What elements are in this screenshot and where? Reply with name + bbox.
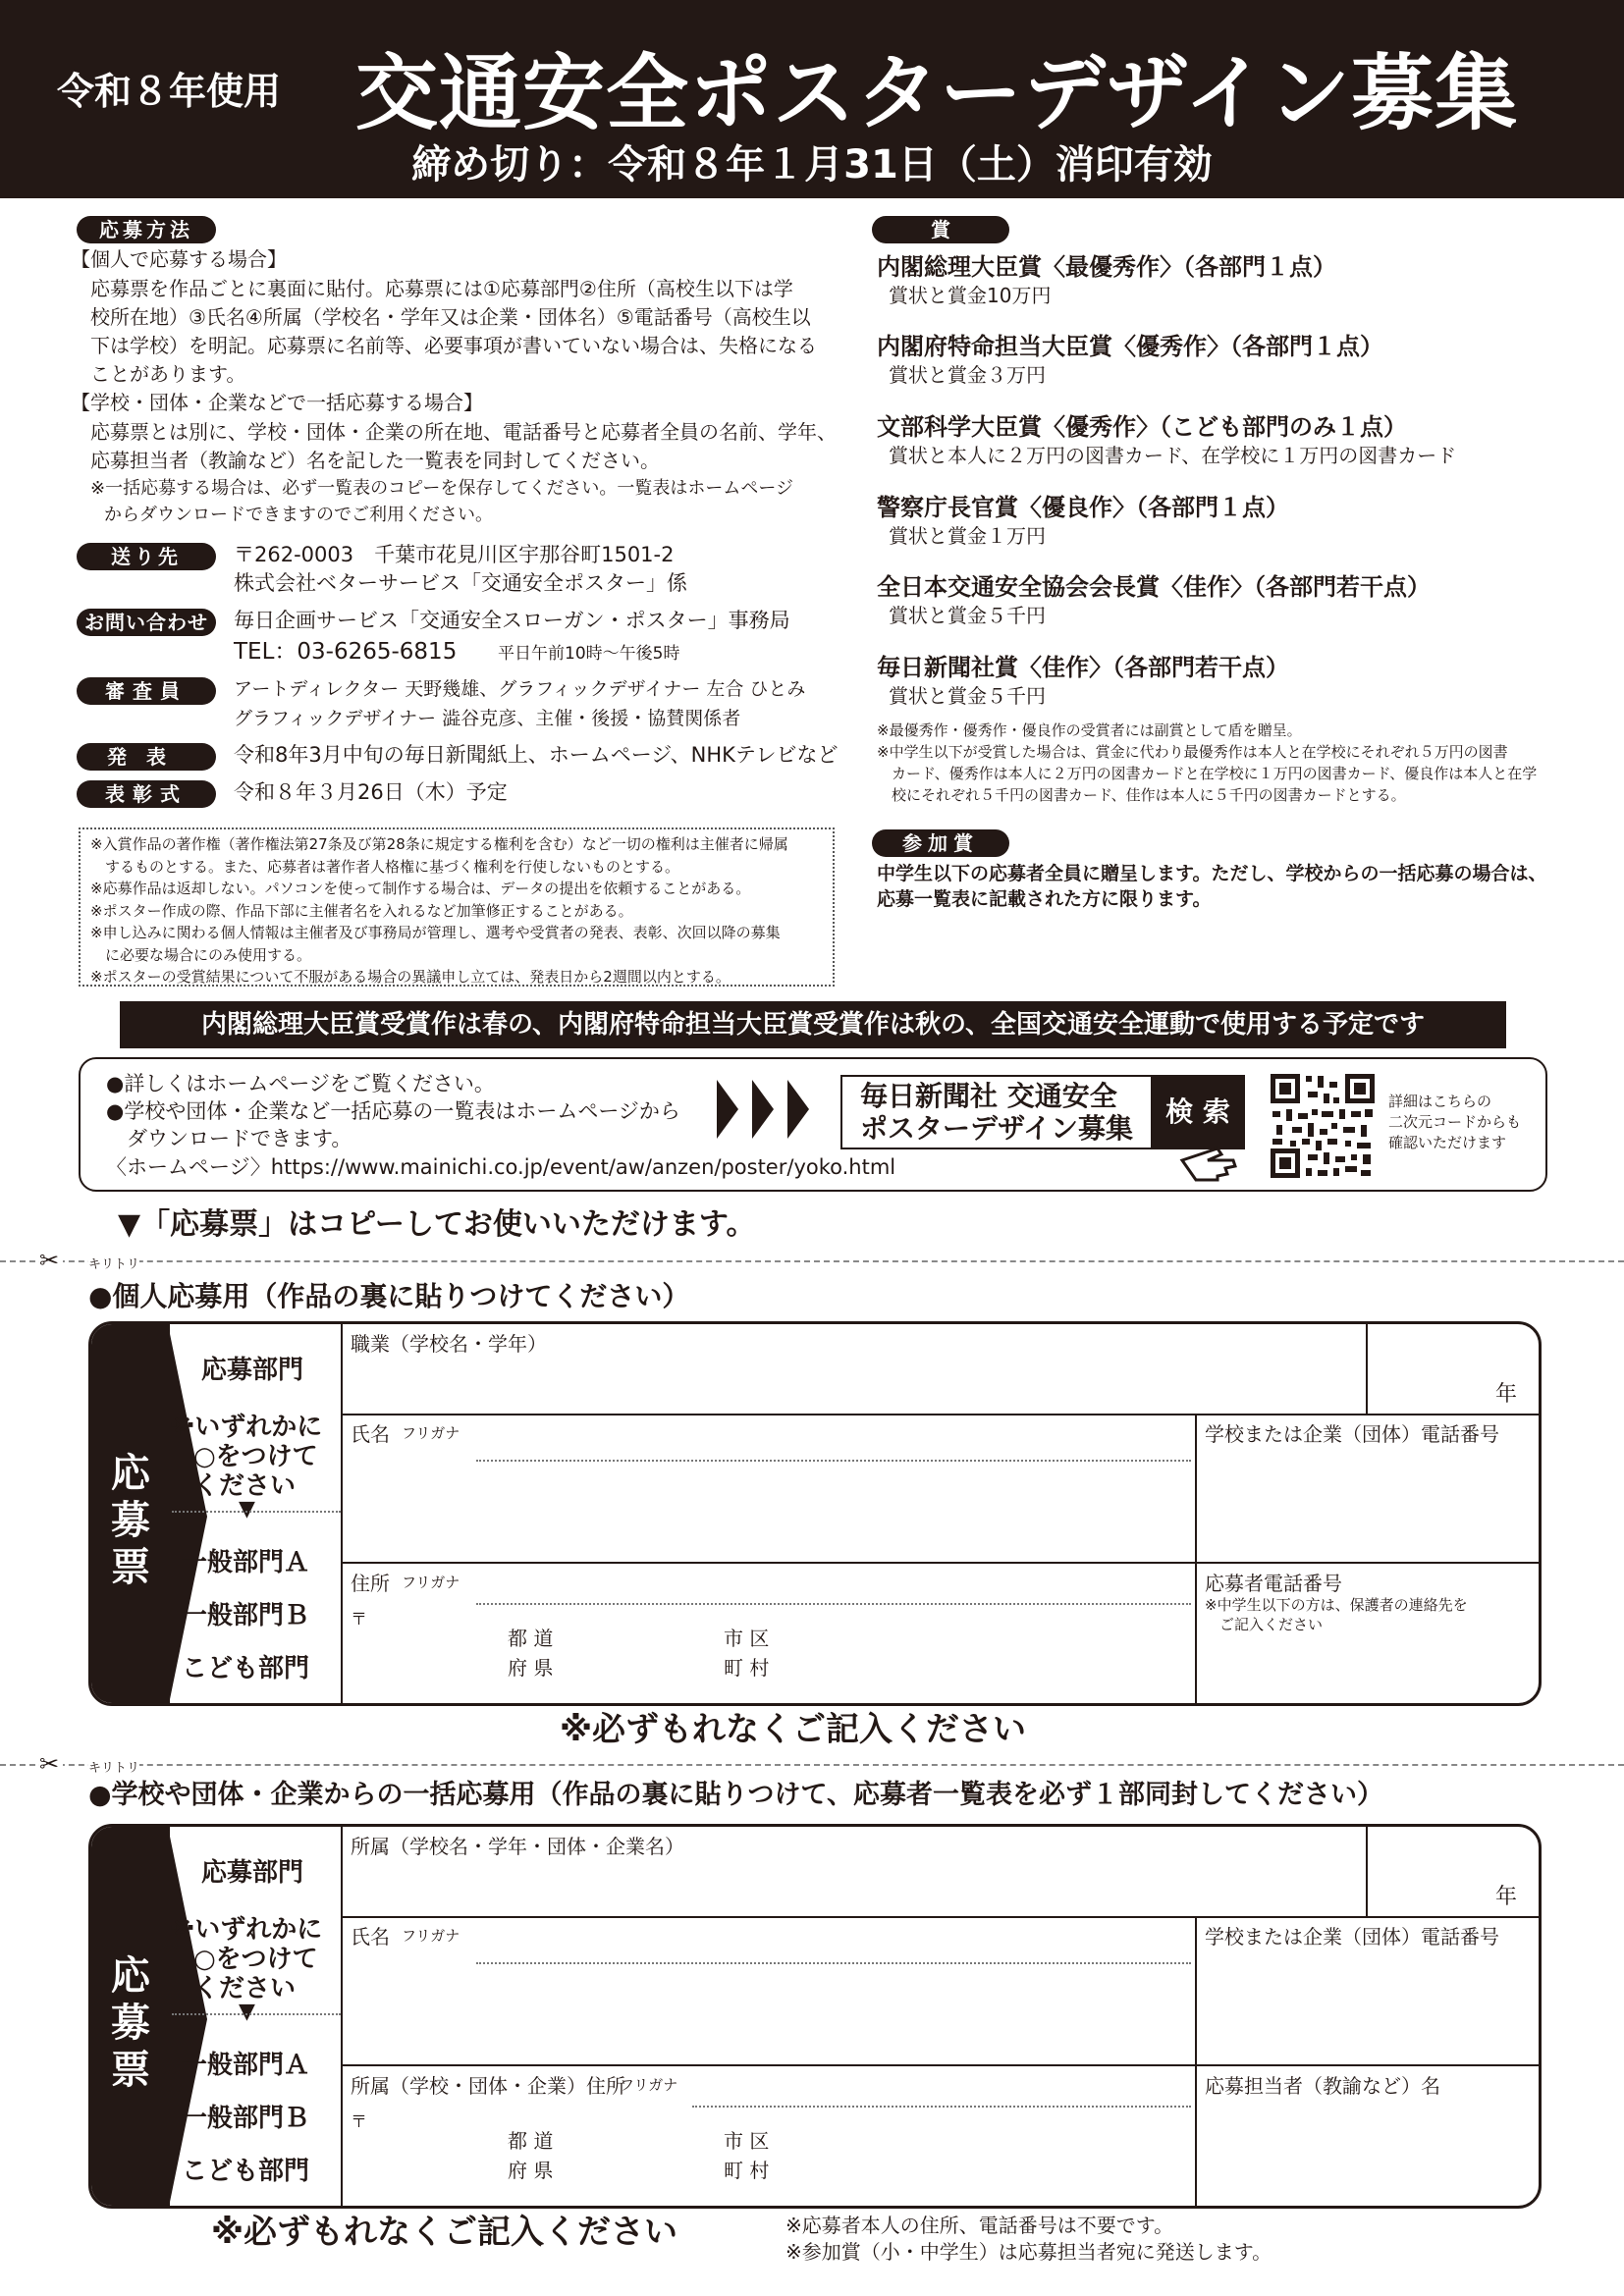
pref-label: 府 県 xyxy=(508,1656,554,1680)
group-line: 応募担当者（教諭など）名を記した一覧表を同封してください。 xyxy=(90,449,660,472)
dept-instruction: ください xyxy=(193,1471,297,1501)
year-label: 年 xyxy=(1495,1382,1518,1407)
send-address: 〒262-0003 千葉市花見川区宇那谷町1501-2 xyxy=(234,543,675,566)
school-phone-field[interactable]: 学校または企業（団体）電話番号 xyxy=(1205,1422,1499,1446)
form2-kanji: 応 xyxy=(111,1953,150,1999)
name-field[interactable]: 氏名 xyxy=(351,1422,390,1446)
prize-desc: 賞状と賞金10万円 xyxy=(889,284,1052,307)
individual-line: 下は学校）を明記。応募票に名前等、必要事項が書いていない場合は、失格になる xyxy=(90,334,817,357)
search-button[interactable]: 検 索 xyxy=(1151,1075,1245,1149)
form2-kanji: 募 xyxy=(111,2001,150,2046)
occupation-field[interactable]: 職業（学校名・学年） xyxy=(351,1332,547,1356)
cut-line xyxy=(0,1260,1624,1262)
prize-title: 毎日新聞社賞〈佳作〉（各部門若干点） xyxy=(877,654,1289,681)
usage-plan-banner: 内閣総理大臣賞受賞作は春の、内閣府特命担当大臣賞受賞作は秋の、全国交通安全運動で使用する予定です xyxy=(120,1001,1506,1048)
judges-line: アートディレクター 天野幾雄、グラフィックデザイナー 左合 ひとみ xyxy=(234,678,806,700)
prize-title: 内閣総理大臣賞〈最優秀作〉（各部門１点） xyxy=(877,253,1336,281)
note-line: ※入賞作品の著作権（著作権法第27条及び第28条に規定する権利を含む）など一切の権利は主催者に帰属 xyxy=(90,835,788,853)
form1-kanji: 応 xyxy=(111,1451,150,1496)
info-line: ●詳しくはホームページをご覧ください。 xyxy=(106,1072,495,1095)
notes-box xyxy=(79,828,835,987)
deadline: 締め切り：令和８年１月31日（土）消印有効 xyxy=(411,142,1213,187)
send-label: 送り先 xyxy=(77,543,216,570)
copy-note: ▼「応募票」はコピーしてお使いいただけます。 xyxy=(118,1207,756,1242)
qr-note: 確認いただけます xyxy=(1388,1134,1507,1151)
contact-label: お問い合わせ xyxy=(77,609,216,636)
prize-desc: 賞状と本人に２万円の図書カード、在学校に１万円の図書カード xyxy=(889,444,1457,467)
year-label: 年 xyxy=(1495,1885,1518,1909)
judges-line: グラフィックデザイナー 澁谷克彦、主催・後援・協賛関係者 xyxy=(234,708,741,729)
city-label: 市 区 xyxy=(724,2129,770,2153)
individual-line: ことがあります。 xyxy=(90,362,246,386)
dept-option-a[interactable]: 一般部門Ａ xyxy=(182,1548,310,1577)
participation-label: 参加賞 xyxy=(872,829,1009,857)
ceremony-text: 令和８年３月26日（木）予定 xyxy=(234,780,508,804)
contact-tel: TEL：03-6265-6815 xyxy=(234,639,458,665)
prize-note: 校にそれぞれ５千円の図書カード、佳作は本人に５千円の図書カードとする。 xyxy=(877,786,1406,804)
homepage-url[interactable]: 〈ホームページ〉https://www.mainichi.co.jp/event/aw/anzen/poster/yoko.html xyxy=(106,1155,896,1179)
dept-option-a[interactable]: 一般部門Ａ xyxy=(182,2051,310,2080)
dept-instruction: ○をつけて xyxy=(193,1945,318,1974)
prize-desc: 賞状と賞金５千円 xyxy=(889,684,1046,708)
pointing-hand-icon xyxy=(1178,1139,1247,1184)
group-note: ※一括応募する場合は、必ず一覧表のコピーを保存してください。一覧表はホームページ xyxy=(90,478,793,499)
form2-footer: ※必ずもれなくご記入ください xyxy=(211,2213,678,2252)
qr-code-icon[interactable] xyxy=(1269,1072,1377,1180)
city-label: 町 村 xyxy=(724,2159,770,2182)
group-line: 応募票とは別に、学校・団体・企業の所在地、電話番号と応募者全員の名前、学年、 xyxy=(90,420,837,444)
search-text: ポスターデザイン募集 xyxy=(860,1112,1134,1145)
phone-note: ※中学生以下の方は、保護者の連絡先を xyxy=(1205,1596,1468,1614)
search-text: 毎日新聞社 交通安全 xyxy=(860,1080,1117,1112)
qr-note: 詳細はこちらの xyxy=(1388,1093,1492,1110)
dept-instruction: ください xyxy=(193,1974,297,2003)
prize-title: 警察庁長官賞〈優良作〉（各部門１点） xyxy=(877,494,1289,521)
note-line: ※応募作品は返却しない。パソコンを使って制作する場合は、データの提出を依頼することがある。 xyxy=(90,880,751,897)
affiliation-field[interactable]: 所属（学校名・学年・団体・企業名） xyxy=(351,1835,684,1858)
furigana-label: フリガナ xyxy=(402,1927,460,1945)
triangle-down-icon: ▼ xyxy=(239,2000,255,2024)
contact-hours: 平日午前10時〜午後5時 xyxy=(498,644,680,664)
pref-label: 都 道 xyxy=(508,1627,554,1650)
prizes-label: 賞 xyxy=(872,216,1009,243)
phone-note: ご記入ください xyxy=(1205,1616,1324,1633)
judges-label: 審査員 xyxy=(77,677,216,705)
note-line: ※ポスター作成の際、作品下部に主催者名を入れるなど加筆修正することがある。 xyxy=(90,901,633,920)
participation-line: 中学生以下の応募者全員に贈呈します。ただし、学校からの一括応募の場合は、 xyxy=(877,863,1547,884)
note-line: ※申し込みに関わる個人情報は主催者及び事務局が管理し、選考や受賞者の発表、表彰、次回以降の募集 xyxy=(90,924,781,941)
dept-label: 応募部門 xyxy=(201,1858,304,1888)
dept-option-kids[interactable]: こども部門 xyxy=(182,1654,310,1683)
qr-note: 二次元コードからも xyxy=(1388,1113,1522,1131)
furigana-label: フリガナ xyxy=(620,2076,678,2094)
dept-label: 応募部門 xyxy=(201,1356,304,1385)
scissors-icon: ✂ xyxy=(39,1248,63,1273)
address-field[interactable]: 住所 xyxy=(351,1572,390,1595)
info-line: ダウンロードできます。 xyxy=(106,1127,352,1150)
furigana-label: フリガナ xyxy=(402,1424,460,1442)
announce-text: 令和8年3月中旬の毎日新聞紙上、ホームページ、NHKテレビなど xyxy=(234,743,839,767)
pref-label: 府 県 xyxy=(508,2159,554,2182)
contact-office: 毎日企画サービス「交通安全スローガン・ポスター」事務局 xyxy=(234,609,790,632)
prize-desc: 賞状と賞金１万円 xyxy=(889,524,1046,548)
group-head: 【学校・団体・企業などで一括応募する場合】 xyxy=(71,391,483,414)
dept-option-b[interactable]: 一般部門Ｂ xyxy=(182,2104,310,2133)
name-field[interactable]: 氏名 xyxy=(351,1925,390,1949)
city-label: 町 村 xyxy=(724,1656,770,1680)
announce-label: 発表 xyxy=(77,743,216,771)
pref-label: 都 道 xyxy=(508,2129,554,2153)
dept-option-kids[interactable]: こども部門 xyxy=(182,2157,310,2186)
form1-kanji: 募 xyxy=(111,1498,150,1543)
prize-desc: 賞状と賞金３万円 xyxy=(889,363,1046,387)
prize-title: 文部科学大臣賞〈優秀作〉（こども部門のみ１点） xyxy=(877,413,1407,441)
header-year: 令和８年使用 xyxy=(57,70,282,113)
prize-note: ※最優秀作・優秀作・優良作の受賞者には副賞として盾を贈呈。 xyxy=(877,721,1302,739)
prize-note: ※中学生以下が受賞した場合は、賞金に代わり最優秀作は本人と在学校にそれぞれ５万円の図書 xyxy=(877,743,1508,761)
dept-instruction: ※いずれかに xyxy=(170,1413,323,1442)
form2-title: ●学校や団体・企業からの一括応募用（作品の裏に貼りつけて、応募者一覧表を必ず１部同封してください） xyxy=(88,1780,1384,1810)
prize-title: 全日本交通安全協会会長賞〈佳作〉（各部門若干点） xyxy=(877,573,1431,601)
page-title: 交通安全ポスターデザイン募集 xyxy=(355,45,1519,141)
arrow-icon xyxy=(717,1080,815,1139)
postal-mark: 〒 xyxy=(351,2112,367,2132)
individual-head: 【個人で応募する場合】 xyxy=(71,247,287,271)
note-line: するものとする。また、応募者は著作者人格権に基づく権利を行使しないものとする。 xyxy=(90,857,680,876)
dept-instruction: ※いずれかに xyxy=(170,1915,323,1945)
form1-footer: ※必ずもれなくご記入ください xyxy=(560,1710,1027,1749)
note-line: ※ポスターの受賞結果について不服がある場合の異議申し立ては、発表日から2週間以内とする。 xyxy=(90,968,731,986)
affiliation-address-field[interactable]: 所属（学校・団体・企業）住所 xyxy=(351,2074,625,2098)
form2-note: ※参加賞（小・中学生）は応募担当者宛に発送します。 xyxy=(785,2240,1272,2264)
cut-line xyxy=(0,1764,1624,1766)
cut-label: キリトリ xyxy=(88,1257,140,1272)
form2-entry-slip xyxy=(88,1824,1542,2209)
ceremony-label: 表彰式 xyxy=(77,780,216,808)
form2-note: ※応募者本人の住所、電話番号は不要です。 xyxy=(785,2214,1174,2237)
triangle-down-icon: ▼ xyxy=(239,1497,255,1522)
dept-option-b[interactable]: 一般部門Ｂ xyxy=(182,1601,310,1630)
participation-line: 応募一覧表に記載された方に限ります。 xyxy=(877,888,1212,910)
prize-title: 内閣府特命担当大臣賞〈優秀作〉（各部門１点） xyxy=(877,333,1383,360)
teacher-name-field[interactable]: 応募担当者（教諭など）名 xyxy=(1205,2074,1440,2098)
postal-mark: 〒 xyxy=(351,1610,367,1629)
header-banner xyxy=(0,0,1624,198)
note-line: に必要な場合にのみ使用する。 xyxy=(90,945,312,964)
city-label: 市 区 xyxy=(724,1627,770,1650)
form1-kanji: 票 xyxy=(111,1545,150,1590)
form1-entry-slip xyxy=(88,1321,1542,1706)
send-company: 株式会社ベターサービス「交通安全ポスター」係 xyxy=(234,571,687,595)
group-note: からダウンロードできますのでご利用ください。 xyxy=(104,505,493,525)
applicant-phone-field[interactable]: 応募者電話番号 xyxy=(1205,1572,1342,1595)
cut-label: キリトリ xyxy=(88,1761,140,1776)
scissors-icon: ✂ xyxy=(39,1751,63,1777)
individual-line: 校所在地）③氏名④所属（学校名・学年又は企業・団体名）⑤電話番号（高校生以 xyxy=(90,305,811,329)
furigana-label: フリガナ xyxy=(402,1574,460,1591)
form1-title: ●個人応募用（作品の裏に貼りつけてください） xyxy=(88,1280,690,1312)
individual-line: 応募票を作品ごとに裏面に貼付。応募票には①応募部門②住所（高校生以下は学 xyxy=(90,277,793,300)
prize-desc: 賞状と賞金５千円 xyxy=(889,604,1046,627)
dept-instruction: ○をつけて xyxy=(193,1442,318,1471)
school-phone-field[interactable]: 学校または企業（団体）電話番号 xyxy=(1205,1925,1499,1949)
form2-kanji: 票 xyxy=(111,2048,150,2093)
apply-label: 応募方法 xyxy=(77,216,216,243)
info-line: ●学校や団体・企業など一括応募の一覧表はホームページから xyxy=(106,1099,680,1123)
prize-note: カード、優秀作は本人に２万円の図書カードと在学校に１万円の図書カード、優良作は本人と在学 xyxy=(877,765,1538,782)
